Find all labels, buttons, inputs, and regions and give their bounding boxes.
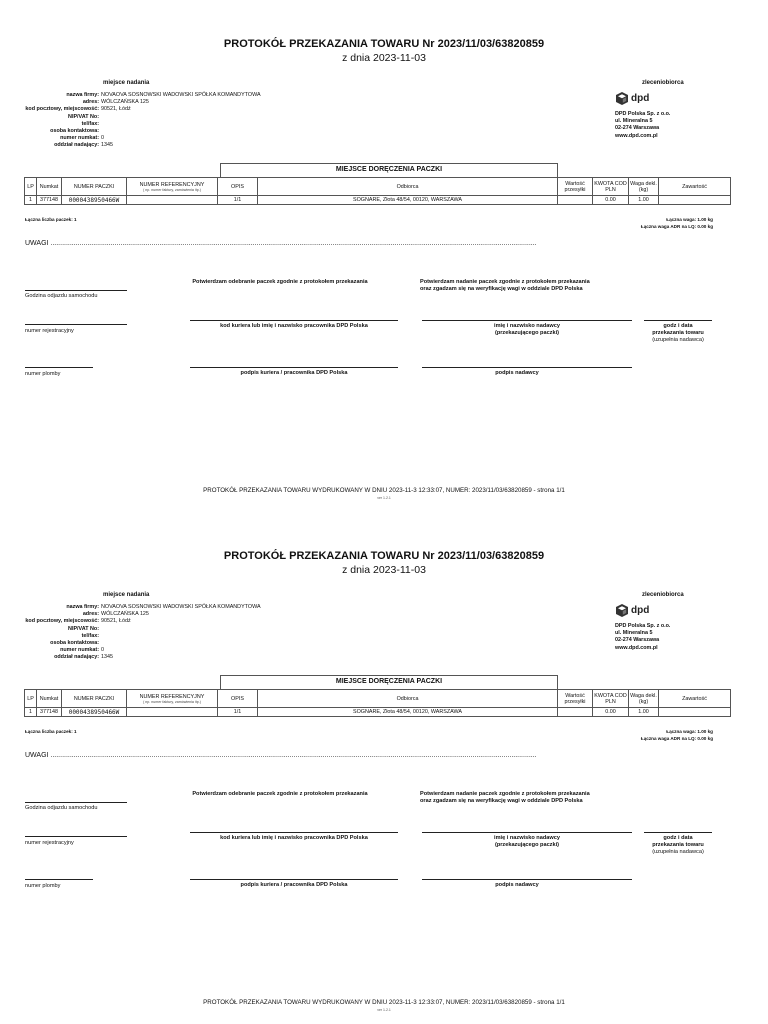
seal-line (25, 879, 93, 880)
sender-name-line (422, 832, 632, 833)
sender-row-value: 1345 (101, 654, 113, 661)
remarks-field: UWAGI .......................................................................................................................................................................................................................................................... (25, 752, 537, 759)
header-reference-hint: ( np. numer faktury, zamówienia itp.) (143, 699, 201, 704)
print-footer: PROTOKÓŁ PRZEKAZANIA TOWARU WYDRUKOWANY W DNIU 2023-11-3 12:33:07, NUMER: 2023/11/03/63820859 - strona 1/1 (203, 999, 565, 1006)
sender-row (12, 654, 261, 661)
table-header-row (25, 178, 731, 196)
cell-value (558, 708, 593, 717)
receiver-line: DPD Polska Sp. z o.o. (615, 623, 671, 629)
cell-contents (659, 708, 731, 717)
destination-heading: MIEJSCE DORĘCZENIA PACZKI (220, 675, 558, 689)
sender-signature-line (422, 879, 632, 880)
handover-label-line3: (uzupełnia nadawca) (652, 337, 704, 343)
sender-row-value: 1345 (101, 142, 113, 149)
courier-confirmation: Potwierdzam odebranie paczek zgodnie z protokołem przekazania (192, 791, 368, 797)
cell-reference (127, 708, 218, 717)
sender-signature-line (422, 367, 632, 368)
departure-time-label: Godzina odjazdu samochodu (25, 805, 98, 811)
version-label: ver 1.2.1 (377, 496, 391, 500)
receiver-line: ul. Mineralna 5 (615, 118, 653, 125)
registration-line (25, 324, 127, 325)
receiver-address (615, 623, 670, 652)
document-title: PROTOKÓŁ PRZEKAZANIA TOWARU Nr 2023/11/03/63820859 (223, 38, 545, 50)
sender-row-label: numer numkat: (60, 647, 99, 654)
sender-row-value: WÓLCZAŃSKA 125 (101, 611, 149, 618)
receiver-line: www.dpd.com.pl (615, 132, 658, 139)
sender-signature-label: podpis nadawcy (495, 882, 539, 888)
cell-description: 1/1 (218, 708, 258, 717)
courier-signature-label: podpis kuriera / pracownika DPD Polska (240, 370, 348, 376)
header-reference-label: NUMER REFERENCYJNY (139, 693, 205, 700)
courier-code-label: kod kuriera lub imię i nazwisko pracownika DPD Polska (220, 323, 368, 329)
cell-lp: 1 (25, 196, 37, 205)
receiver-heading: zleceniobiorca (642, 592, 684, 598)
header-reference-label: NUMER REFERENCYJNY (139, 181, 205, 188)
total-parcels: Łączna liczba paczek: 1 (25, 729, 77, 734)
header-description: OPIS (218, 178, 258, 196)
handover-line (644, 832, 712, 833)
sender-heading: miejsce nadania (103, 80, 150, 86)
sender-row-value: 0 (101, 647, 104, 654)
table-row (25, 196, 731, 205)
handover-label-line1: godz i data (663, 835, 693, 841)
sender-row (12, 626, 261, 633)
sender-row-label: adres: (82, 99, 99, 106)
courier-code-line (190, 320, 398, 321)
departure-time-line (25, 290, 127, 291)
cell-numkat: 377148 (37, 708, 62, 717)
document-date: z dnia 2023-11-03 (342, 52, 426, 64)
cell-parcel-number: 0000438950466W (62, 196, 127, 205)
header-value: Wartość przesyłki (558, 690, 593, 708)
sender-row-label: osoba kontaktowa: (50, 128, 99, 135)
receiver-line: ul. Mineralna 5 (615, 630, 653, 637)
sender-row-label: kod pocztowy, miejscowość: (25, 618, 99, 625)
sender-row (12, 647, 261, 654)
receiver-address (615, 111, 670, 140)
sender-row-label: oddział nadający: (54, 142, 99, 149)
sender-confirmation-line2: oraz zgadzam się na weryfikację wagi w oddziale DPD Polska (420, 798, 583, 804)
sender-row-label: tel/fax: (81, 632, 99, 639)
protocol-copy (0, 512, 768, 1024)
sender-row-label: NIP/VAT No: (68, 113, 99, 120)
departure-time-label: Godzina odjazdu samochodu (25, 293, 98, 299)
cell-reference (127, 196, 218, 205)
cell-cod: 0.00 (593, 196, 629, 205)
version-label: ver 1.2.1 (377, 1008, 391, 1012)
sender-confirmation-line1: Potwierdzam nadanie paczek zgodnie z protokołem przekazania (420, 791, 590, 797)
sender-name-label (422, 835, 632, 849)
header-weight: Waga dekl. (kg) (629, 690, 659, 708)
handover-line (644, 320, 712, 321)
sender-row-value: 90521, Łódź (101, 618, 131, 625)
remarks-field: UWAGI .......................................................................................................................................................................................................................................................... (25, 240, 537, 247)
courier-signature-line (190, 879, 398, 880)
courier-code-line (190, 832, 398, 833)
courier-signature-label: podpis kuriera / pracownika DPD Polska (240, 882, 348, 888)
destination-heading: MIEJSCE DORĘCZENIA PACZKI (220, 163, 558, 177)
header-description: OPIS (218, 690, 258, 708)
registration-line (25, 836, 127, 837)
header-cod: KWOTA COD PLN (593, 178, 629, 196)
cell-recipient: SOGNARE, Złota 48/54, 00120, WARSZAWA (258, 708, 558, 717)
document-date: z dnia 2023-11-03 (342, 564, 426, 576)
handover-label-line3: (uzupełnia nadawca) (652, 849, 704, 855)
receiver-heading: zleceniobiorca (642, 80, 684, 86)
sender-details (12, 604, 261, 662)
sender-row (12, 106, 261, 113)
sender-confirmation-line1: Potwierdzam nadanie paczek zgodnie z protokołem przekazania (420, 279, 590, 285)
total-parcels: Łączna liczba paczek: 1 (25, 217, 77, 222)
registration-label: numer rejestracyjny (25, 328, 74, 334)
sender-row-value: WÓLCZAŃSKA 125 (101, 99, 149, 106)
cell-lp: 1 (25, 708, 37, 717)
receiver-line: DPD Polska Sp. z o.o. (615, 111, 671, 117)
sender-confirmation (420, 279, 650, 293)
seal-label: numer plomby (25, 371, 61, 377)
dpd-logo (616, 92, 649, 105)
dpd-logo-text: dpd (631, 93, 650, 104)
departure-time-line (25, 802, 127, 803)
sender-details (12, 92, 261, 150)
total-weight-adr: Łączna waga ADR na LQ: 0.00 kg (640, 224, 713, 229)
table-row (25, 708, 731, 717)
header-contents: Zawartość (659, 690, 731, 708)
sender-row-label: oddział nadający: (54, 654, 99, 661)
sender-confirmation (420, 791, 650, 805)
registration-label: numer rejestracyjny (25, 840, 74, 846)
cell-recipient: SOGNARE, Złota 48/54, 00120, WARSZAWA (258, 196, 558, 205)
table-header-row (25, 690, 731, 708)
cell-description: 1/1 (218, 196, 258, 205)
sender-name-label (422, 323, 632, 337)
courier-confirmation: Potwierdzam odebranie paczek zgodnie z protokołem przekazania (192, 279, 368, 285)
header-lp: LP (25, 690, 37, 708)
sender-row-label: nazwa firmy: (66, 604, 99, 610)
dpd-logo (616, 604, 649, 617)
header-numkat: Numkat (37, 690, 62, 708)
sender-row (12, 640, 261, 647)
handover-label-line2: przekazania towaru (652, 330, 704, 336)
sender-name-line (422, 320, 632, 321)
print-footer: PROTOKÓŁ PRZEKAZANIA TOWARU WYDRUKOWANY W DNIU 2023-11-3 12:33:07, NUMER: 2023/11/03/63820859 - strona 1/1 (203, 487, 565, 494)
sender-row (12, 99, 261, 106)
sender-row (12, 633, 261, 640)
sender-row-label: tel/fax: (81, 120, 99, 127)
seal-line (25, 367, 93, 368)
header-lp: LP (25, 178, 37, 196)
sender-confirmation-line2: oraz zgadzam się na weryfikację wagi w oddziale DPD Polska (420, 286, 583, 292)
header-parcel-number: NUMER PACZKI (62, 690, 127, 708)
sender-row (12, 611, 261, 618)
header-reference-hint: ( np. numer faktury, zamówienia itp.) (143, 187, 201, 192)
header-cod: KWOTA COD PLN (593, 690, 629, 708)
sender-row (12, 128, 261, 135)
cell-parcel-number: 0000438950466W (62, 708, 127, 717)
parcels-table (24, 689, 731, 717)
courier-code-label: kod kuriera lub imię i nazwisko pracownika DPD Polska (220, 835, 368, 841)
header-value: Wartość przesyłki (558, 178, 593, 196)
handover-label (638, 835, 718, 856)
header-numkat: Numkat (37, 178, 62, 196)
handover-label-line2: przekazania towaru (652, 842, 704, 848)
total-weight: Łączna waga: 1.00 kg (666, 217, 713, 222)
sender-row (12, 618, 261, 625)
dpd-cube-icon (616, 604, 628, 617)
sender-row-label: adres: (82, 611, 99, 618)
cell-value (558, 196, 593, 205)
cell-weight: 1.00 (629, 708, 659, 717)
handover-label (638, 323, 718, 344)
sender-row (12, 121, 261, 128)
header-recipient: Odbiorca (258, 690, 558, 708)
sender-row (12, 135, 261, 142)
sender-row-value: NOVAOVA SOSNOWSKI WADOWSKI SPÓŁKA KOMANDYTOWA (101, 604, 261, 610)
receiver-line: 02-274 Warszawa (615, 125, 660, 132)
header-parcel-number: NUMER PACZKI (62, 178, 127, 196)
sender-row-label: kod pocztowy, miejscowość: (25, 106, 99, 113)
sender-heading: miejsce nadania (103, 592, 150, 598)
handover-label-line1: godz i data (663, 323, 693, 329)
parcels-table (24, 177, 731, 205)
sender-row-label: numer numkat: (60, 135, 99, 142)
header-contents: Zawartość (659, 178, 731, 196)
courier-signature-line (190, 367, 398, 368)
dpd-cube-icon (616, 92, 628, 105)
dpd-logo-text: dpd (631, 605, 650, 616)
receiver-line: 02-274 Warszawa (615, 637, 660, 644)
sender-name-label-line2: (przekazującego paczki) (494, 842, 560, 848)
sender-row-value: 0 (101, 135, 104, 142)
header-weight: Waga dekl. (kg) (629, 178, 659, 196)
total-weight-adr: Łączna waga ADR na LQ: 0.00 kg (640, 736, 713, 741)
header-reference (127, 690, 218, 708)
cell-weight: 1.00 (629, 196, 659, 205)
sender-name-label-line1: imię i nazwisko nadawcy (494, 835, 560, 841)
sender-signature-label: podpis nadawcy (495, 370, 539, 376)
cell-contents (659, 196, 731, 205)
header-reference (127, 178, 218, 196)
sender-name-label-line1: imię i nazwisko nadawcy (494, 323, 560, 329)
document-title: PROTOKÓŁ PRZEKAZANIA TOWARU Nr 2023/11/03/63820859 (223, 550, 545, 562)
sender-row-value: 90521, Łódź (101, 106, 131, 113)
sender-row (12, 142, 261, 149)
receiver-line: www.dpd.com.pl (615, 644, 658, 651)
sender-name-label-line2: (przekazującego paczki) (494, 330, 560, 336)
header-recipient: Odbiorca (258, 178, 558, 196)
sender-row-value: NOVAOVA SOSNOWSKI WADOWSKI SPÓŁKA KOMANDYTOWA (101, 92, 261, 98)
total-weight: Łączna waga: 1.00 kg (666, 729, 713, 734)
sender-row-label: nazwa firmy: (66, 92, 99, 98)
sender-row-label: osoba kontaktowa: (50, 640, 99, 647)
sender-row (12, 114, 261, 121)
cell-cod: 0.00 (593, 708, 629, 717)
cell-numkat: 377148 (37, 196, 62, 205)
seal-label: numer plomby (25, 883, 61, 889)
sender-row-label: NIP/VAT No: (68, 625, 99, 632)
